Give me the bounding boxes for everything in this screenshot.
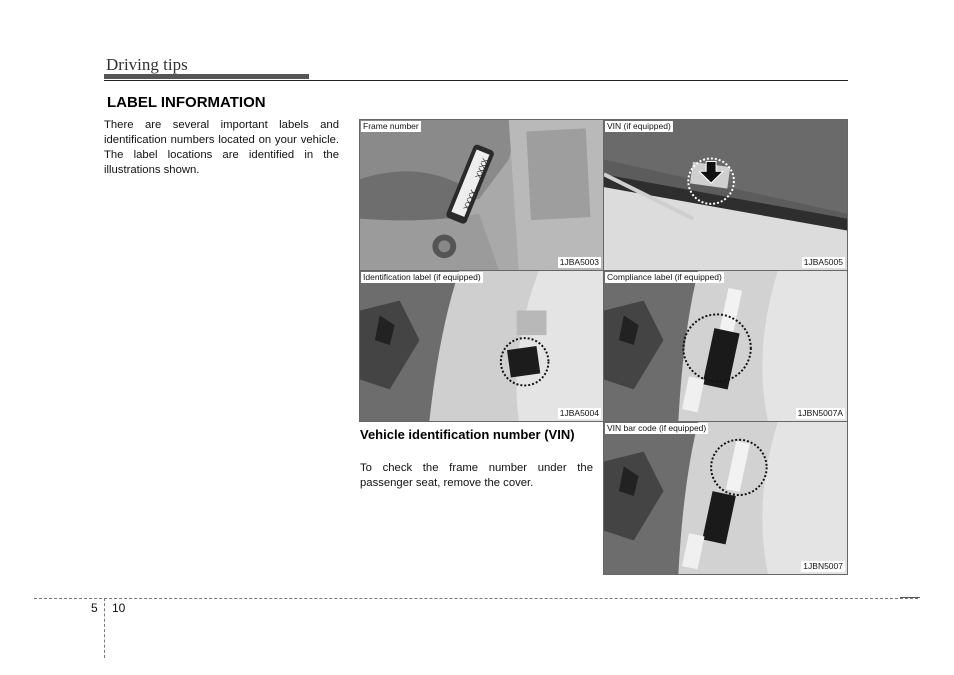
door-frame-illustration [604,271,847,421]
header-title: Driving tips [106,55,188,74]
figure-caption: Frame number [363,121,419,131]
figure-code: 1JBA5003 [559,257,599,267]
door-pillar-illustration [360,271,603,421]
section-title: LABEL INFORMATION [107,94,266,111]
figure-caption: Compliance label (if equipped) [607,272,722,282]
footer-rule [34,598,918,599]
windshield-illustration [604,120,847,270]
frame-label-text-lower: XXXX [461,188,478,212]
figure-code: 1JBN5007A [797,408,843,418]
figure-frame-number [359,119,604,271]
figure-identification-label [359,270,604,422]
figure-caption: VIN (if equipped) [607,121,671,131]
door-frame-barcode-illustration [604,422,847,574]
header-rule [104,80,848,81]
figure-code: 1JBA5005 [803,257,843,267]
page-number: 10 [112,601,126,615]
figure-vin-barcode [603,421,848,575]
chapter-number: 5 [91,601,98,615]
header-bar [104,74,309,79]
figure-caption: VIN bar code (if equipped) [607,423,707,433]
footer-marker [900,597,920,598]
vin-heading: Vehicle identification number (VIN) [360,427,575,442]
seat-illustration [360,120,603,270]
figure-vin [603,119,848,271]
vin-paragraph: To check the frame number under the passenger seat, remove the cover. [360,462,593,489]
page-divider [104,598,105,658]
figure-code: 1JBA5004 [559,408,599,418]
frame-label-text-upper: XXXX [473,156,490,180]
figure-caption: Identification label (if equipped) [363,272,481,282]
figure-code: 1JBN5007 [803,561,843,571]
intro-paragraph: There are several important labels and identification numbers located on your vehicle. The label locations are identified in the illustrations shown. [104,119,339,176]
figure-compliance-label [603,270,848,422]
